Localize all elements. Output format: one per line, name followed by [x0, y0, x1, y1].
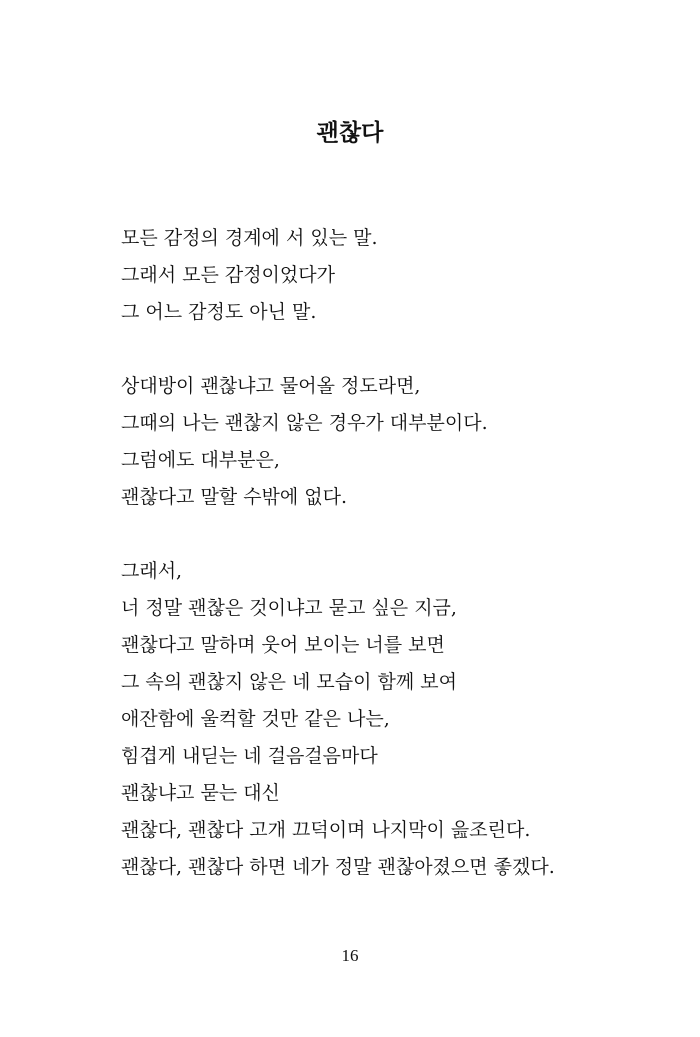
poem-line: 그래서, — [121, 560, 183, 582]
poem-line: 괜찮다고 말하며 웃어 보이는 너를 보면 — [121, 634, 445, 656]
poem-line: 상대방이 괜찮냐고 물어올 정도라면, — [121, 375, 421, 397]
poem-line: 괜찮다, 괜찮다 고개 끄덕이며 나지막이 읊조린다. — [121, 819, 531, 841]
poem-title: 괜찮다 — [316, 119, 384, 146]
stanza-3 — [121, 553, 681, 886]
poem-body — [121, 220, 681, 886]
poem-line: 괜찮냐고 묻는 대신 — [121, 782, 280, 804]
poem-line: 괜찮다, 괜찮다 하면 네가 정말 괜찮아졌으면 좋겠다. — [121, 856, 555, 878]
poem-line: 너 정말 괜찮은 것이냐고 묻고 싶은 지금, — [121, 597, 457, 619]
poem-line: 모든 감정의 경계에 서 있는 말. — [121, 227, 378, 249]
stanza-2 — [121, 368, 681, 516]
poem-line: 그래서 모든 감정이었다가 — [121, 264, 335, 286]
page-number: 16 — [341, 946, 359, 965]
stanza-1 — [121, 220, 681, 331]
poem-line: 힘겹게 내딛는 네 걸음걸음마다 — [121, 745, 378, 767]
poem-line: 그 속의 괜찮지 않은 네 모습이 함께 보여 — [121, 671, 457, 693]
poem-line: 그때의 나는 괜찮지 않은 경우가 대부분이다. — [121, 412, 488, 434]
poem-line: 애잔함에 울컥할 것만 같은 나는, — [121, 708, 390, 730]
poem-line: 그럼에도 대부분은, — [121, 449, 280, 471]
poem-line: 괜찮다고 말할 수밖에 없다. — [121, 486, 348, 508]
poem-line: 그 어느 감정도 아닌 말. — [121, 301, 317, 323]
